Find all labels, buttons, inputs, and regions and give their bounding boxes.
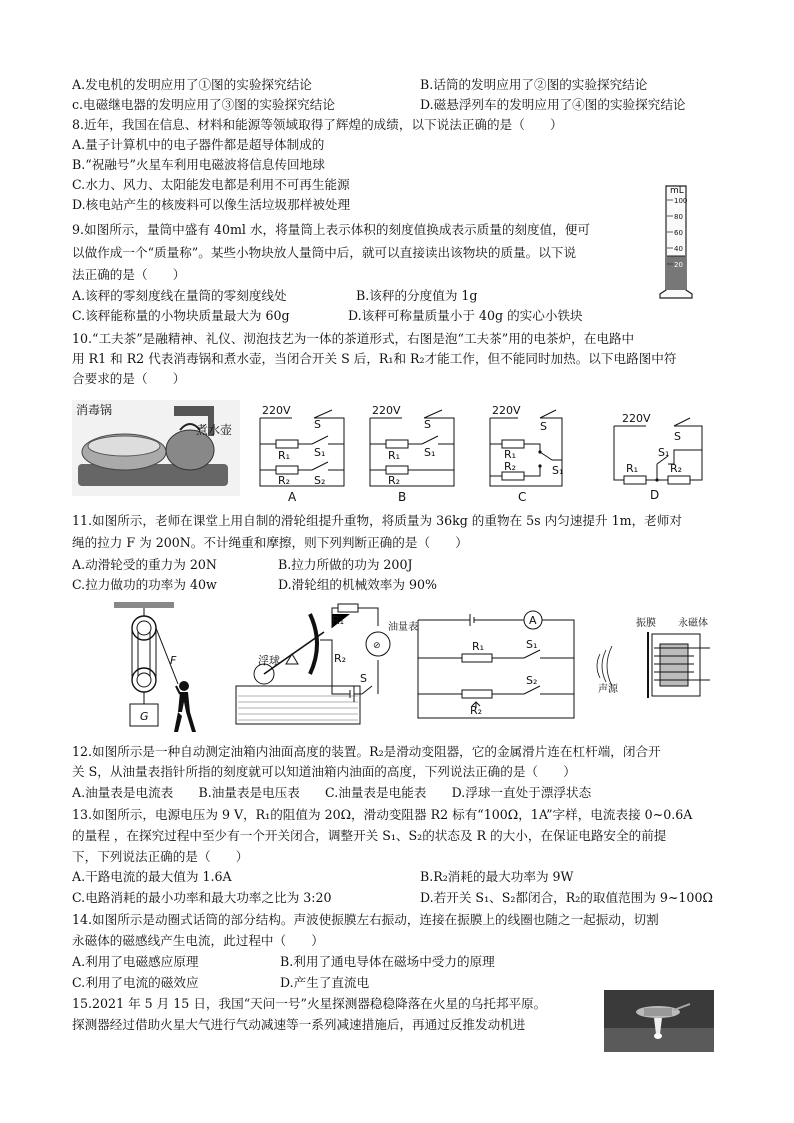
q15-line2: 探测器经过借助火星大气进行气动减速等一系列减速措施后，再通过反推发动机进 bbox=[72, 1017, 526, 1032]
circuit-a-s1: S₁ bbox=[314, 446, 326, 459]
q13-r2: R₂ bbox=[470, 704, 483, 717]
fuel-gauge-figure bbox=[232, 604, 418, 728]
graduated-cylinder-figure bbox=[652, 182, 698, 302]
fuel-gauge-s: S bbox=[360, 672, 367, 685]
circuit-d-s: S bbox=[674, 430, 681, 443]
circuit-b-s: S bbox=[424, 418, 431, 431]
q7-option-a: A.发电机的发明应用了①图的实验探究结论 bbox=[72, 77, 312, 92]
cylinder-tick-60: 60 bbox=[674, 229, 683, 237]
meter-label-text: 油量表 bbox=[388, 622, 418, 633]
circuit-c-r1: R₁ bbox=[504, 448, 517, 461]
cylinder-tick-20: 20 bbox=[674, 261, 683, 269]
q11-line1: 11.如图所示，老师在课堂上用自制的滑轮组提升重物，将质量为 36kg 的重物在 5s 内匀速提升 1m，老师对 bbox=[72, 513, 682, 528]
circuit-c-s: S bbox=[540, 420, 547, 433]
q13-option-b: B.R₂消耗的最大功率为 9W bbox=[420, 869, 574, 884]
circuit-b-r2: R₂ bbox=[388, 474, 401, 487]
cylinder-tick-100: 100 bbox=[674, 197, 688, 205]
fuel-gauge-r2: R₂ bbox=[334, 652, 347, 665]
q11-option-c: C.拉力做功的功率为 40w bbox=[72, 577, 217, 592]
q8-option-a: A.量子计算机中的电子器件都是超导体制成的 bbox=[72, 137, 325, 152]
q13-option-c: C.电路消耗的最小功率和最大功率之比为 3:20 bbox=[72, 890, 332, 905]
q9-line2: 以做作成一个“质量称”。某些小物块放人量筒中后，就可以直接读出该物块的质量。以下说 bbox=[72, 245, 577, 260]
q11-option-b: B.拉力所做的功为 200J bbox=[278, 557, 413, 572]
q7-option-c: c.电磁继电器的发明应用了③图的实验探究结论 bbox=[72, 97, 335, 112]
circuit-a-s: S bbox=[314, 418, 321, 431]
q14-option-d: D.产生了直流电 bbox=[280, 975, 370, 990]
q10-line1: 10.“工夫茶”是融精神、礼仪、沏泡技艺为一体的茶道形式，右图是泡“工夫茶”用的电茶炉，在电路中 bbox=[72, 331, 635, 346]
microphone-figure bbox=[592, 614, 722, 704]
circuit-c-voltage: 220V bbox=[492, 404, 521, 417]
q10-line2: 用 R1 和 R2 代表消毒锅和煮水壶，当闭合开关 S 后，R₁和 R₂才能工作，但不能同时加热。以下电路图中符 bbox=[72, 351, 677, 366]
circuit-c-s1: S₁ bbox=[552, 464, 564, 477]
q7-option-b: B.话筒的发明应用了②图的实验探究结论 bbox=[420, 77, 648, 92]
mic-membrane-label: 振膜 bbox=[636, 618, 656, 629]
circuit-a-r2: R₂ bbox=[278, 474, 291, 487]
circuit-a-r1: R₁ bbox=[278, 449, 291, 462]
photo-label-disinfect: 消毒锅 bbox=[76, 403, 113, 417]
circuit-b-r1: R₁ bbox=[388, 449, 401, 462]
q13-ammeter: A bbox=[529, 614, 537, 627]
cylinder-unit: mL bbox=[670, 186, 684, 196]
circuit-b-s1: S₁ bbox=[424, 446, 436, 459]
mic-source-label: 声源 bbox=[598, 684, 618, 695]
q11-line2: 绳的拉力 F 为 200N。不计绳重和摩擦，则下列判断正确的是（ ） bbox=[72, 535, 468, 550]
q13-line2: 的量程 ，在探究过程中至少有一个开关闭合，调整开关 S₁、S₂的状态及 R 的大小，在保证电路安全的前提 bbox=[72, 828, 667, 843]
circuit-c bbox=[482, 400, 582, 504]
circuit-c-r2: R₂ bbox=[504, 460, 517, 473]
q14-option-b: B.利用了通电导体在磁场中受力的原理 bbox=[280, 954, 495, 969]
q7-option-d: D.磁悬浮列车的发明应用了④图的实验探究结论 bbox=[420, 97, 686, 112]
pulley-force-label: F bbox=[170, 654, 177, 667]
circuit-b-voltage: 220V bbox=[372, 404, 401, 417]
q13-option-a: A.干路电流的最大值为 1.6A bbox=[72, 869, 232, 884]
q13-option-d: D.若开关 S₁、S₂都闭合，R₂的取值范围为 9~100Ω bbox=[420, 890, 713, 905]
circuit-d bbox=[602, 400, 712, 504]
circuit-d-s1: S₁ bbox=[658, 446, 670, 459]
mars-lander-photo bbox=[604, 990, 714, 1052]
circuit-b bbox=[362, 400, 462, 504]
q8-option-b: B.“祝融号”火星车利用电磁波将信息传回地球 bbox=[72, 157, 325, 172]
q12-line2: 关 S，从油量表指针所指的刻度就可以知道油箱内油面的高度，下列说法正确的是（ ） bbox=[72, 764, 576, 779]
pulley-figure bbox=[112, 602, 202, 738]
q13-line1: 13.如图所示，电源电压为 9 V，R₁的阻值为 20Ω，滑动变阻器 R2 标有“100Ω，1A”字样，电流表接 0~0.6A bbox=[72, 807, 693, 822]
cylinder-tick-40: 40 bbox=[674, 245, 683, 253]
q12-options: A.油量表是电流表 B.油量表是电压表 C.油量表是电能表 D.浮球一直处于漂浮状态 bbox=[72, 785, 592, 800]
q11-option-a: A.动滑轮受的重力为 20N bbox=[72, 557, 217, 572]
circuit-a bbox=[252, 400, 352, 504]
q14-option-a: A.利用了电磁感应原理 bbox=[72, 954, 199, 969]
q9-option-c: C.该秤能称量的小物块质量最大为 60g bbox=[72, 308, 290, 323]
circuit-d-r2: R₂ bbox=[670, 462, 683, 475]
q13-r1: R₁ bbox=[472, 640, 485, 653]
q13-s1: S₁ bbox=[526, 638, 538, 651]
q9-line3: 法正确的是（ ） bbox=[72, 267, 186, 282]
fuel-gauge-meter-symbol: ⊘ bbox=[373, 641, 381, 651]
circuit-b-caption: B bbox=[398, 490, 407, 504]
q10-line3: 合要求的是（ ） bbox=[72, 371, 186, 386]
circuit-d-caption: D bbox=[650, 488, 660, 502]
q13-line3: 下，下列说法正确的是（ ） bbox=[72, 849, 249, 864]
q9-option-d: D.该秤可称量质量小于 40g 的实心小铁块 bbox=[348, 308, 583, 323]
q8-stem: 8.近年，我国在信息、材料和能源等领域取得了辉煌的成绩，以下说法正确的是（ ） bbox=[72, 117, 563, 132]
circuit-a-caption: A bbox=[288, 490, 297, 504]
mic-magnet-label: 永磁体 bbox=[678, 618, 708, 629]
circuit-d-voltage: 220V bbox=[622, 412, 651, 425]
q8-option-c: C.水力、风力、太阳能发电都是利用不可再生能源 bbox=[72, 177, 350, 192]
q14-option-c: C.利用了电流的磁效应 bbox=[72, 975, 199, 990]
circuit-d-r1: R₁ bbox=[626, 462, 639, 475]
circuit-a-s2: S₂ bbox=[314, 474, 326, 487]
q9-option-a: A.该秤的零刻度线在量筒的零刻度线处 bbox=[72, 288, 287, 303]
circuit-a-voltage: 220V bbox=[262, 404, 291, 417]
circuit-c-caption: C bbox=[518, 490, 527, 504]
q9-option-b: B.该秤的分度值为 1g bbox=[356, 288, 478, 303]
q8-option-d: D.核电站产生的核废料可以像生活垃圾那样被处理 bbox=[72, 197, 351, 212]
pulley-weight-label: G bbox=[140, 710, 149, 723]
fuel-gauge-float-label: 浮球 bbox=[258, 654, 280, 667]
q13-circuit-figure bbox=[414, 610, 582, 728]
q14-line2: 永磁体的磁感线产生电流，此过程中（ ） bbox=[72, 933, 324, 948]
q13-s2: S₂ bbox=[526, 674, 538, 687]
q9-line1: 9.如图所示，量筒中盛有 40ml 水，将量筒上表示体积的刻度值换成表示质量的刻度值，便可 bbox=[72, 222, 590, 237]
q15-line1: 15.2021 年 5 月 15 日，我国“天问一号”火星探测器稳稳降落在火星的乌托邦平原。 bbox=[72, 996, 547, 1011]
q12-line1: 12.如图所示是一种自动测定油箱内油面高度的装置。R₂是滑动变阻器，它的金属滑片连在杠杆端，闭合开 bbox=[72, 744, 661, 759]
q11-option-d: D.滑轮组的机械效率为 90% bbox=[278, 577, 437, 592]
fuel-gauge-r1: R₁ bbox=[332, 614, 345, 627]
photo-label-kettle: 煮水壶 bbox=[196, 423, 233, 437]
q14-line1: 14.如图所示是动圈式话筒的部分结构。声波使振膜左右振动，连接在振膜上的线圈也随之一起振动，切割 bbox=[72, 912, 659, 927]
tea-stove-photo bbox=[72, 400, 240, 496]
cylinder-tick-80: 80 bbox=[674, 213, 683, 221]
